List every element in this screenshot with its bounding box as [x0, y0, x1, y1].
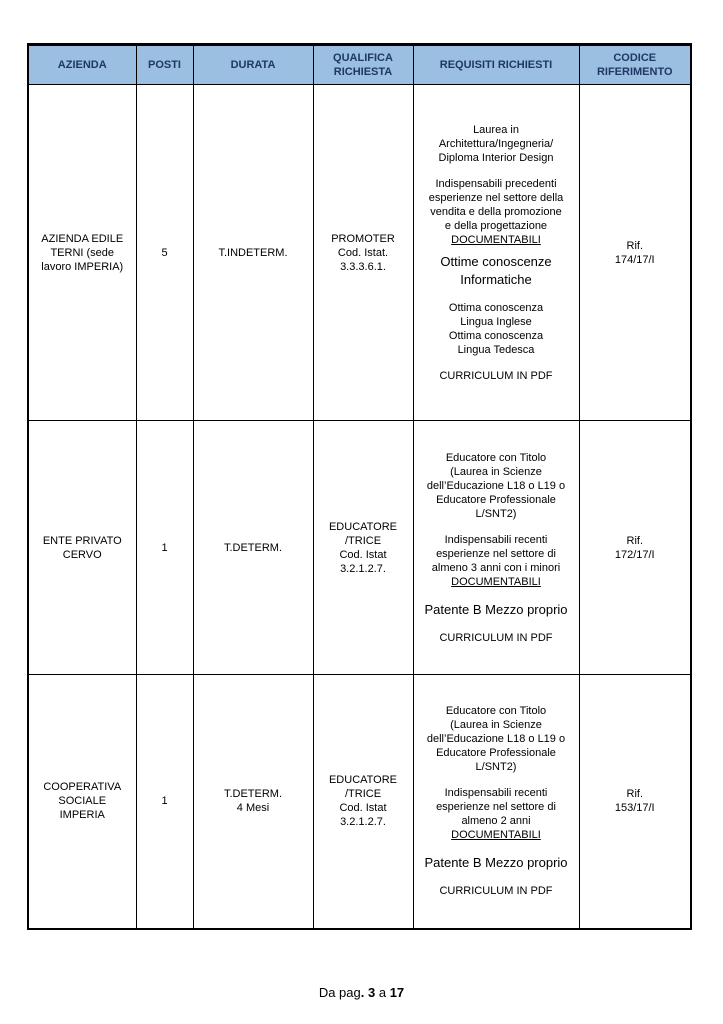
footer-prefix: Da pag: [318, 985, 361, 1000]
header-requisiti: REQUISITI RICHIESTI: [413, 45, 579, 85]
cell-codice: Rif. 174/17/I: [579, 85, 691, 421]
footer-separator: a: [378, 985, 387, 1000]
table-row: [28, 85, 691, 421]
page-footer: Da pag. 3 a 17: [318, 985, 405, 1000]
header-posti: POSTI: [136, 45, 193, 85]
documentabili-label: DOCUMENTABILI: [451, 233, 541, 246]
cell-qualifica: EDUCATORE /TRICE Cod. Istat 3.2.1.2.7.: [313, 421, 413, 675]
header-azienda: AZIENDA: [28, 45, 136, 85]
cell-posti: 1: [136, 421, 193, 675]
cell-posti: 5: [136, 85, 193, 421]
curriculum-label: CURRICULUM IN PDF: [439, 631, 553, 644]
header-durata: DURATA: [193, 45, 313, 85]
cell-codice: Rif. 153/17/I: [579, 675, 691, 929]
documentabili-label: DOCUMENTABILI: [451, 575, 541, 588]
header-codice: CODICE RIFERIMENTO: [579, 45, 691, 85]
cell-qualifica: PROMOTER Cod. Istat. 3.3.3.6.1.: [313, 85, 413, 421]
cell-durata: T.DETERM. 4 Mesi: [193, 675, 313, 929]
cell-qualifica: EDUCATORE /TRICE Cod. Istat 3.2.1.2.7.: [313, 675, 413, 929]
cell-requisiti: Laurea in Architettura/Ingegneria/ Diploma Interior Design Indispensabili precedenti esperienze nel settore della vendita e della promozione e della progettazione DOCUMENTABILI Ottime conoscenze Informatiche Ottima conoscenza Lingua Inglese Ottima conoscenza Lingua Tedesca CURRICULUM IN PDF: [413, 85, 579, 421]
curriculum-label: CURRICULUM IN PDF: [439, 369, 553, 382]
cell-requisiti: Educatore con Titolo (Laurea in Scienze dell’Educazione L18 o L19 o Educatore Professionale L/SNT2) Indispensabili recenti esperienze nel settore di almeno 3 anni con i minori DOCUMENTABILI Patente B Mezzo proprio CURRICULUM IN PDF: [413, 421, 579, 675]
footer-total-pages: 17: [389, 985, 405, 1000]
table-row: [28, 421, 691, 675]
cell-durata: T.INDETERM.: [193, 85, 313, 421]
cell-posti: 1: [136, 675, 193, 929]
cell-durata: T.DETERM.: [193, 421, 313, 675]
cell-requisiti: Educatore con Titolo (Laurea in Scienze dell’Educazione L18 o L19 o Educatore Professionale L/SNT2) Indispensabili recenti esperienze nel settore di almeno 2 anni DOCUMENTABILI Patente B Mezzo proprio CURRICULUM IN PDF: [413, 675, 579, 929]
cell-azienda: COOPERATIVA SOCIALE IMPERIA: [28, 675, 136, 929]
footer-page-number: 3: [367, 985, 376, 1000]
table-row: [28, 675, 691, 929]
curriculum-label: CURRICULUM IN PDF: [439, 885, 553, 898]
documentabili-label: DOCUMENTABILI: [451, 829, 541, 842]
cell-azienda: AZIENDA EDILE TERNI (sede lavoro IMPERIA): [28, 85, 136, 421]
table-header-row: [28, 45, 691, 85]
cell-azienda: ENTE PRIVATO CERVO: [28, 421, 136, 675]
job-offers-table: [27, 43, 692, 930]
header-qualifica: QUALIFICA RICHIESTA: [313, 45, 413, 85]
cell-codice: Rif. 172/17/I: [579, 421, 691, 675]
